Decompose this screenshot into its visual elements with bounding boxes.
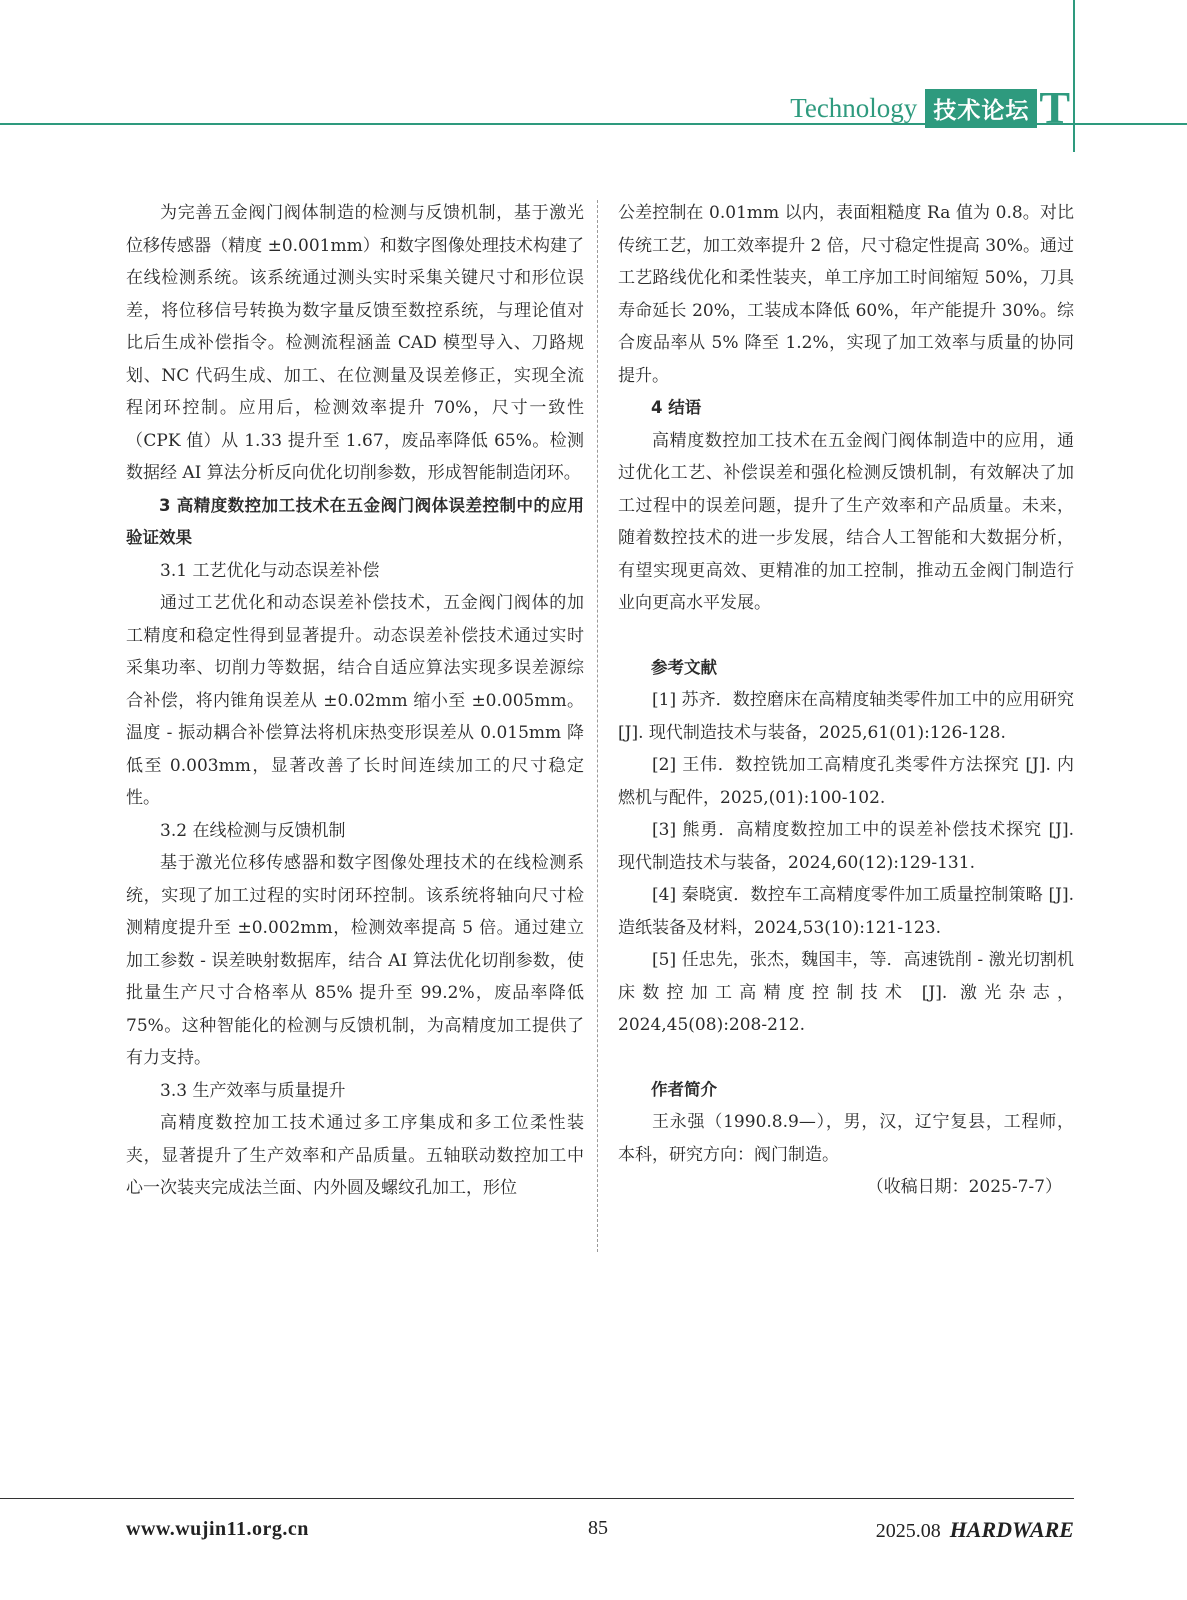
references-title: 参考文献 xyxy=(651,657,717,677)
reference-item: [2] 王伟．数控铣加工高精度孔类零件方法探究 [J]. 内燃机与配件，2025,(01):100-102. xyxy=(618,755,1074,808)
reference-item: [1] 苏齐．数控磨床在高精度轴类零件加工中的应用研究 [J]. 现代制造技术与装备，2025,61(01):126-128. xyxy=(618,690,1074,743)
header-chinese: 技术论坛 xyxy=(925,89,1037,128)
section-3-title: 3 高精度数控加工技术在五金阀门阀体误差控制中的应用验证效果 xyxy=(126,495,584,547)
footer-issue xyxy=(876,1517,1074,1543)
reference-item: [4] 秦晓寅．数控车工高精度零件加工质量控制策略 [J]. 造纸装备及材料，2024,53(10):121-123. xyxy=(618,885,1074,938)
subsection-3-2-title: 3.2 在线检测与反馈机制 xyxy=(160,820,346,841)
footer-url: www.wujin11.org.cn xyxy=(126,1518,309,1540)
right-column xyxy=(618,197,1074,1204)
header-vertical-rule xyxy=(1073,0,1075,152)
section-4-body: 高精度数控加工技术在五金阀门阀体制造中的应用，通过优化工艺、补偿误差和强化检测反馈机制，有效解决了加工过程中的误差问题，提升了生产效率和产品质量。未来，随着数控技术的进一步发展，结合人工智能和大数据分析，有望实现更高效、更精准的加工控制，推动五金阀门制造行业向更高水平发展。 xyxy=(618,430,1074,613)
paragraph-detection: 为完善五金阀门阀体制造的检测与反馈机制，基于激光位移传感器（精度 ±0.001mm）和数字图像处理技术构建了在线检测系统。该系统通过测头实时采集关键尺寸和形位误差，将位移信号转换为数字量反馈至数控系统，与理论值对比后生成补偿指令。检测流程涵盖 CAD 模型导入、刀路规划、NC 代码生成、加工、在位测量及误差修正，实现全流程闭环控制。应用后，检测效率提升 70%，尺寸一致性（CPK 值）从 1.33 提升至 1.67，废品率降低 65%。检测数据经 AI 算法分析反向优化切削参数，形成智能制造闭环。 xyxy=(126,203,584,483)
reference-item: [3] 熊勇．高精度数控加工中的误差补偿技术探究 [J]. 现代制造技术与装备，2024,60(12):129-131. xyxy=(618,820,1074,873)
footer-rule xyxy=(0,1498,1074,1499)
subsection-3-1-body: 通过工艺优化和动态误差补偿技术，五金阀门阀体的加工精度和稳定性得到显著提升。动态误差补偿技术通过实时采集功率、切削力等数据，结合自适应算法实现多误差源综合补偿，将内锥角误差从 ±0.02mm 缩小至 ±0.005mm。温度 - 振动耦合补偿算法将机床热变形误差从 0.015mm 降低至 0.003mm，显著改善了长时间连续加工的尺寸稳定性。 xyxy=(126,593,584,808)
subsection-3-3-title: 3.3 生产效率与质量提升 xyxy=(160,1080,346,1101)
subsection-3-2-body: 基于激光位移传感器和数字图像处理技术的在线检测系统，实现了加工过程的实时闭环控制。该系统将轴向尺寸检测精度提升至 ±0.002mm，检测效率提高 5 倍。通过建立加工参数 - 误差映射数据库，结合 AI 算法优化切削参数，使批量生产尺寸合格率从 85% 提升至 99.2%，废品率降低 75%。这种智能化的检测与反馈机制，为高精度加工提供了有力支持。 xyxy=(126,853,584,1068)
author-title: 作者简介 xyxy=(651,1079,717,1099)
header-english: Technology xyxy=(790,92,918,123)
header-letter: T xyxy=(1039,82,1070,133)
author-body: 王永强（1990.8.9—），男，汉，辽宁复县，工程师，本科，研究方向：阀门制造。 xyxy=(618,1112,1074,1165)
column-divider xyxy=(597,200,598,1252)
subsection-3-1-title: 3.1 工艺优化与动态误差补偿 xyxy=(160,560,380,581)
magazine-name: HARDWARE xyxy=(949,1517,1074,1542)
section-header xyxy=(790,82,1070,133)
paragraph-continued: 公差控制在 0.01mm 以内，表面粗糙度 Ra 值为 0.8。对比传统工艺，加工效率提升 2 倍，尺寸稳定性提高 30%。通过工艺路线优化和柔性装夹，单工序加工时间缩短 50%，刀具寿命延长 20%，工装成本降低 60%，年产能提升 30%。综合废品率从 5% 降至 1.2%，实现了加工效率与质量的协同提升。 xyxy=(618,203,1074,386)
reference-item: [5] 任忠先，张杰，魏国丰，等．高速铣削 - 激光切割机床数控加工高精度控制技术 [J]. 激光杂志，2024,45(08):208-212. xyxy=(618,950,1074,1035)
issue-date: 2025.08 xyxy=(875,1520,941,1542)
section-4-title: 4 结语 xyxy=(651,398,702,417)
left-column xyxy=(126,197,584,1205)
subsection-3-3-body: 高精度数控加工技术通过多工序集成和多工位柔性装夹，显著提升了生产效率和产品质量。五轴联动数控加工中心一次装夹完成法兰面、内外圆及螺纹孔加工，形位 xyxy=(126,1113,584,1198)
page-number: 85 xyxy=(588,1517,608,1539)
received-date: （收稿日期：2025-7-7） xyxy=(866,1177,1062,1197)
